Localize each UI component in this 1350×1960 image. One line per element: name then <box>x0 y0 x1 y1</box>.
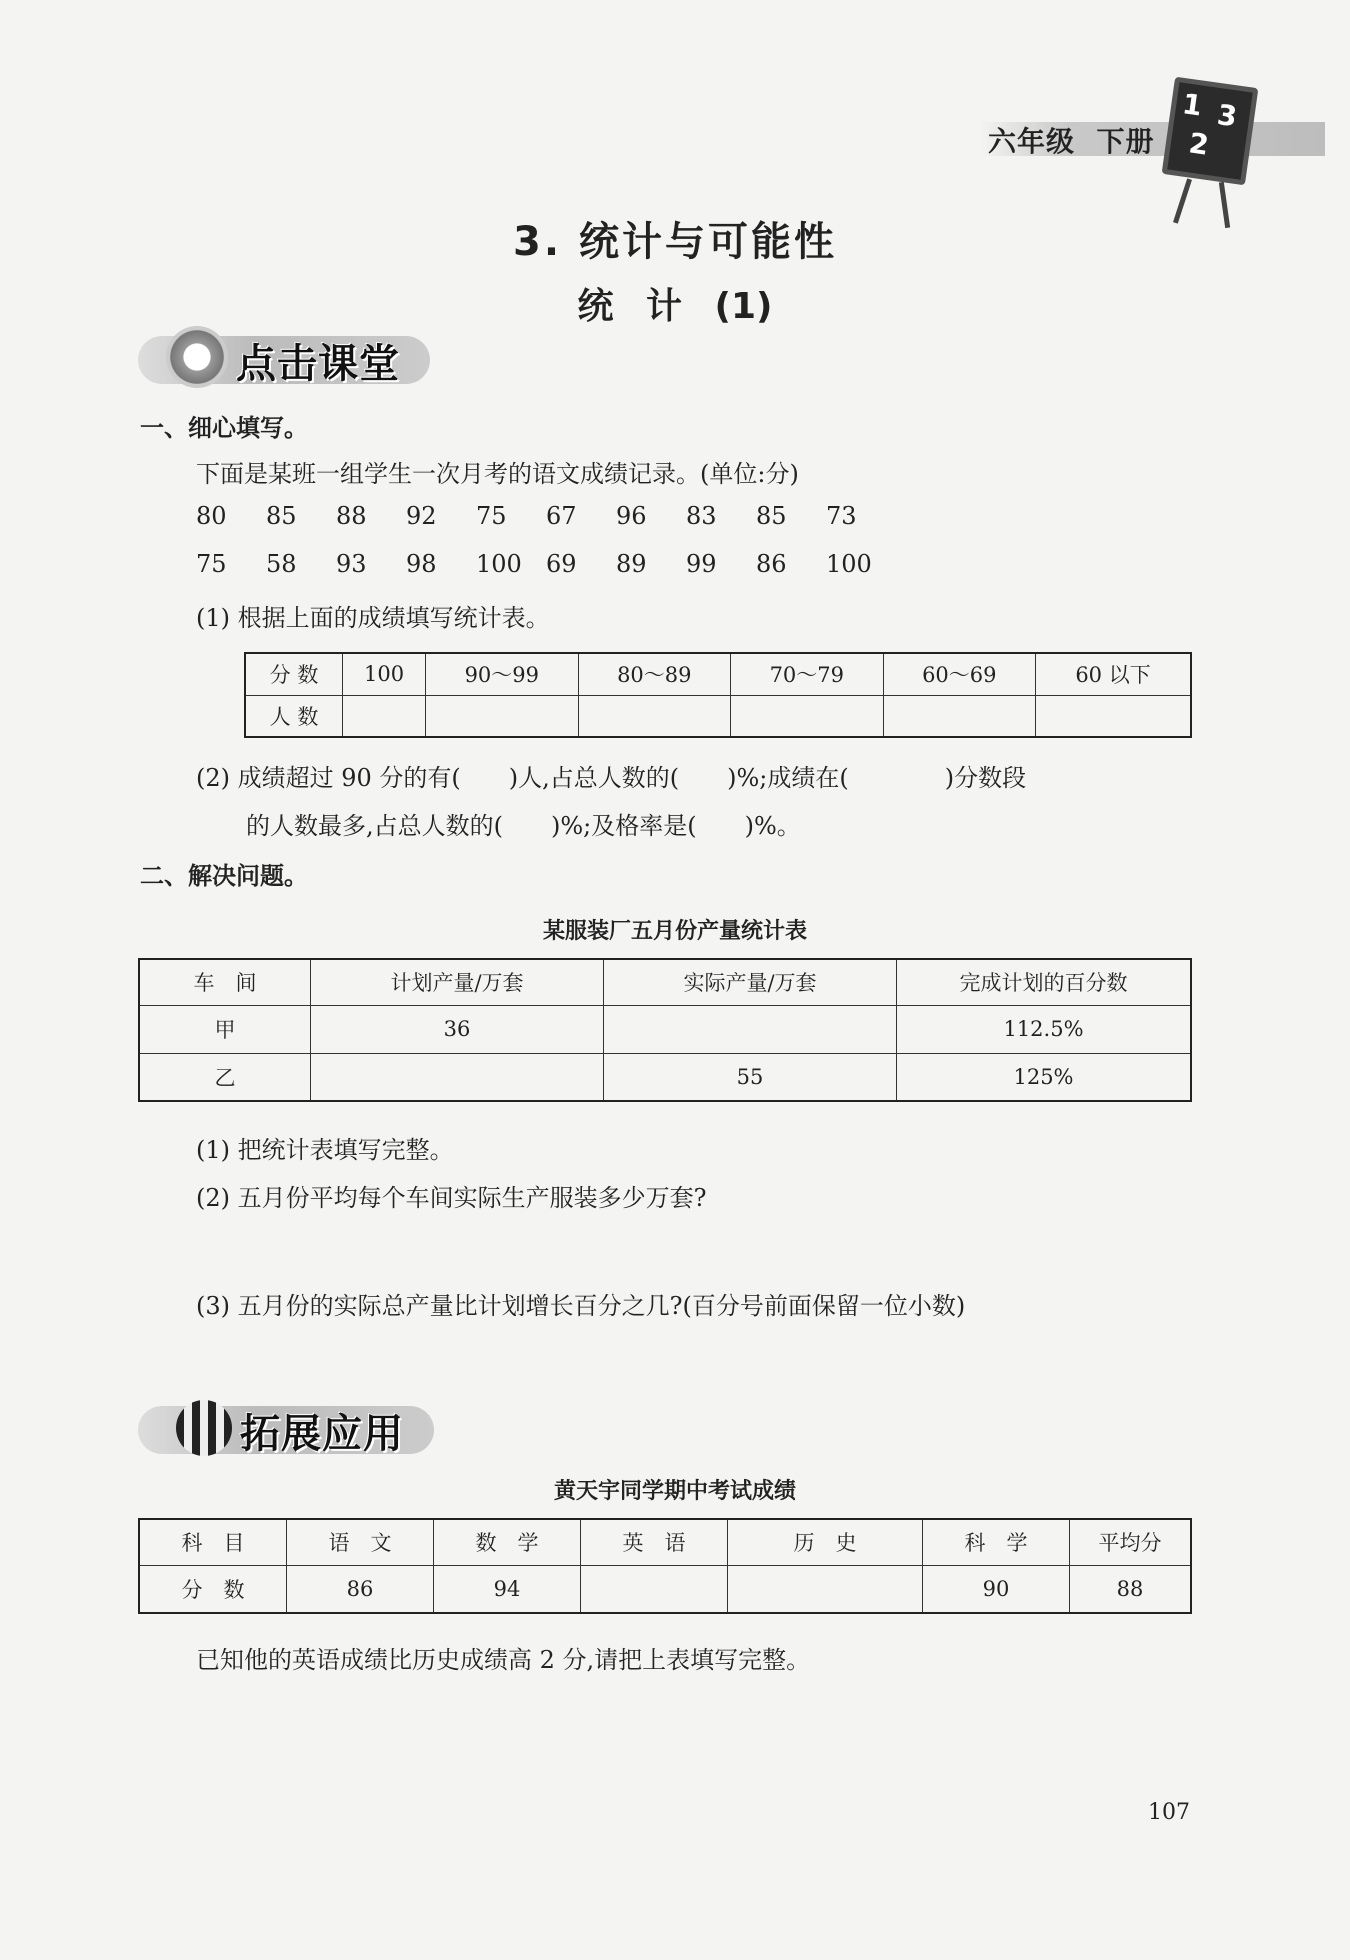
table-header: 数 学 <box>434 1519 581 1565</box>
table-cell: 60 以下 <box>1036 653 1191 695</box>
production-table <box>138 958 1192 1102</box>
answer-cell[interactable] <box>581 1565 728 1613</box>
answer-cell[interactable] <box>426 695 579 737</box>
section-heading: 一、细心填写。 <box>140 414 308 442</box>
table-header: 车 间 <box>139 959 311 1005</box>
table-header: 完成计划的百分数 <box>897 959 1192 1005</box>
table-cell: 94 <box>434 1565 581 1613</box>
table-header: 科 目 <box>139 1519 287 1565</box>
answer-cell[interactable] <box>311 1053 604 1101</box>
table-cell: 90 <box>923 1565 1070 1613</box>
scores-row: 80 85 88 92 75 67 96 83 85 73 <box>196 502 857 530</box>
question-text: 已知他的英语成绩比历史成绩高 2 分,请把上表填写完整。 <box>196 1646 811 1674</box>
table-cell: 88 <box>1070 1565 1192 1613</box>
question-text: (1) 根据上面的成绩填写统计表。 <box>196 604 550 632</box>
exam-scores-table <box>138 1518 1192 1614</box>
table-cell: 90～99 <box>426 653 579 695</box>
table-header: 英 语 <box>581 1519 728 1565</box>
scores-row: 75 58 93 98 100 69 89 99 86 100 <box>196 550 872 578</box>
answer-cell[interactable] <box>343 695 426 737</box>
chapter-title: 3. 统计与可能性 <box>513 219 837 265</box>
table-caption: 黄天宇同学期中考试成绩 <box>553 1479 796 1504</box>
table-cell: 100 <box>343 653 426 695</box>
banner-title: 点击课堂 <box>236 341 400 387</box>
table-cell: 乙 <box>139 1053 311 1101</box>
answer-cell[interactable] <box>604 1005 897 1053</box>
butterfly-icon <box>166 326 228 388</box>
table-header: 计划产量/万套 <box>311 959 604 1005</box>
table-cell: 36 <box>311 1005 604 1053</box>
table-header: 科 学 <box>923 1519 1070 1565</box>
table-cell: 70～79 <box>731 653 884 695</box>
table-cell: 分 数 <box>245 653 343 695</box>
table-cell: 86 <box>287 1565 434 1613</box>
answer-cell[interactable] <box>728 1565 923 1613</box>
table-header: 语 文 <box>287 1519 434 1565</box>
answer-cell[interactable] <box>731 695 884 737</box>
table-header: 平均分 <box>1070 1519 1192 1565</box>
intro-text: 下面是某班一组学生一次月考的语文成绩记录。(单位:分) <box>196 460 799 488</box>
table-cell: 人 数 <box>245 695 343 737</box>
question-text: (2) 成绩超过 90 分的有( )人,占总人数的( )%;成绩在( )分数段 <box>196 764 1027 792</box>
chalkboard-icon: 1 3 2 <box>1162 77 1259 186</box>
table-cell: 60～69 <box>883 653 1036 695</box>
score-tally-table <box>244 652 1192 738</box>
table-cell: 55 <box>604 1053 897 1101</box>
grade-label: 六年级 下册 <box>988 125 1155 158</box>
table-header: 历 史 <box>728 1519 923 1565</box>
table-cell: 112.5% <box>897 1005 1192 1053</box>
table-cell: 80～89 <box>578 653 731 695</box>
table-cell: 125% <box>897 1053 1192 1101</box>
question-text: (1) 把统计表填写完整。 <box>196 1136 454 1164</box>
question-text: (3) 五月份的实际总产量比计划增长百分之几?(百分号前面保留一位小数) <box>196 1292 966 1320</box>
table-header: 实际产量/万套 <box>604 959 897 1005</box>
answer-cell[interactable] <box>1036 695 1191 737</box>
answer-cell[interactable] <box>883 695 1036 737</box>
bee-icon <box>176 1400 232 1456</box>
question-text: (2) 五月份平均每个车间实际生产服装多少万套? <box>196 1184 707 1212</box>
table-caption: 某服装厂五月份产量统计表 <box>542 919 807 944</box>
section-heading: 二、解决问题。 <box>140 862 308 890</box>
banner-title: 拓展应用 <box>240 1411 404 1457</box>
page-number: 107 <box>1148 1800 1190 1825</box>
question-text: 的人数最多,占总人数的( )%;及格率是( )%。 <box>246 812 801 840</box>
table-cell: 甲 <box>139 1005 311 1053</box>
table-cell: 分 数 <box>139 1565 287 1613</box>
answer-cell[interactable] <box>578 695 731 737</box>
lesson-title: 统 计 (1) <box>577 286 773 327</box>
